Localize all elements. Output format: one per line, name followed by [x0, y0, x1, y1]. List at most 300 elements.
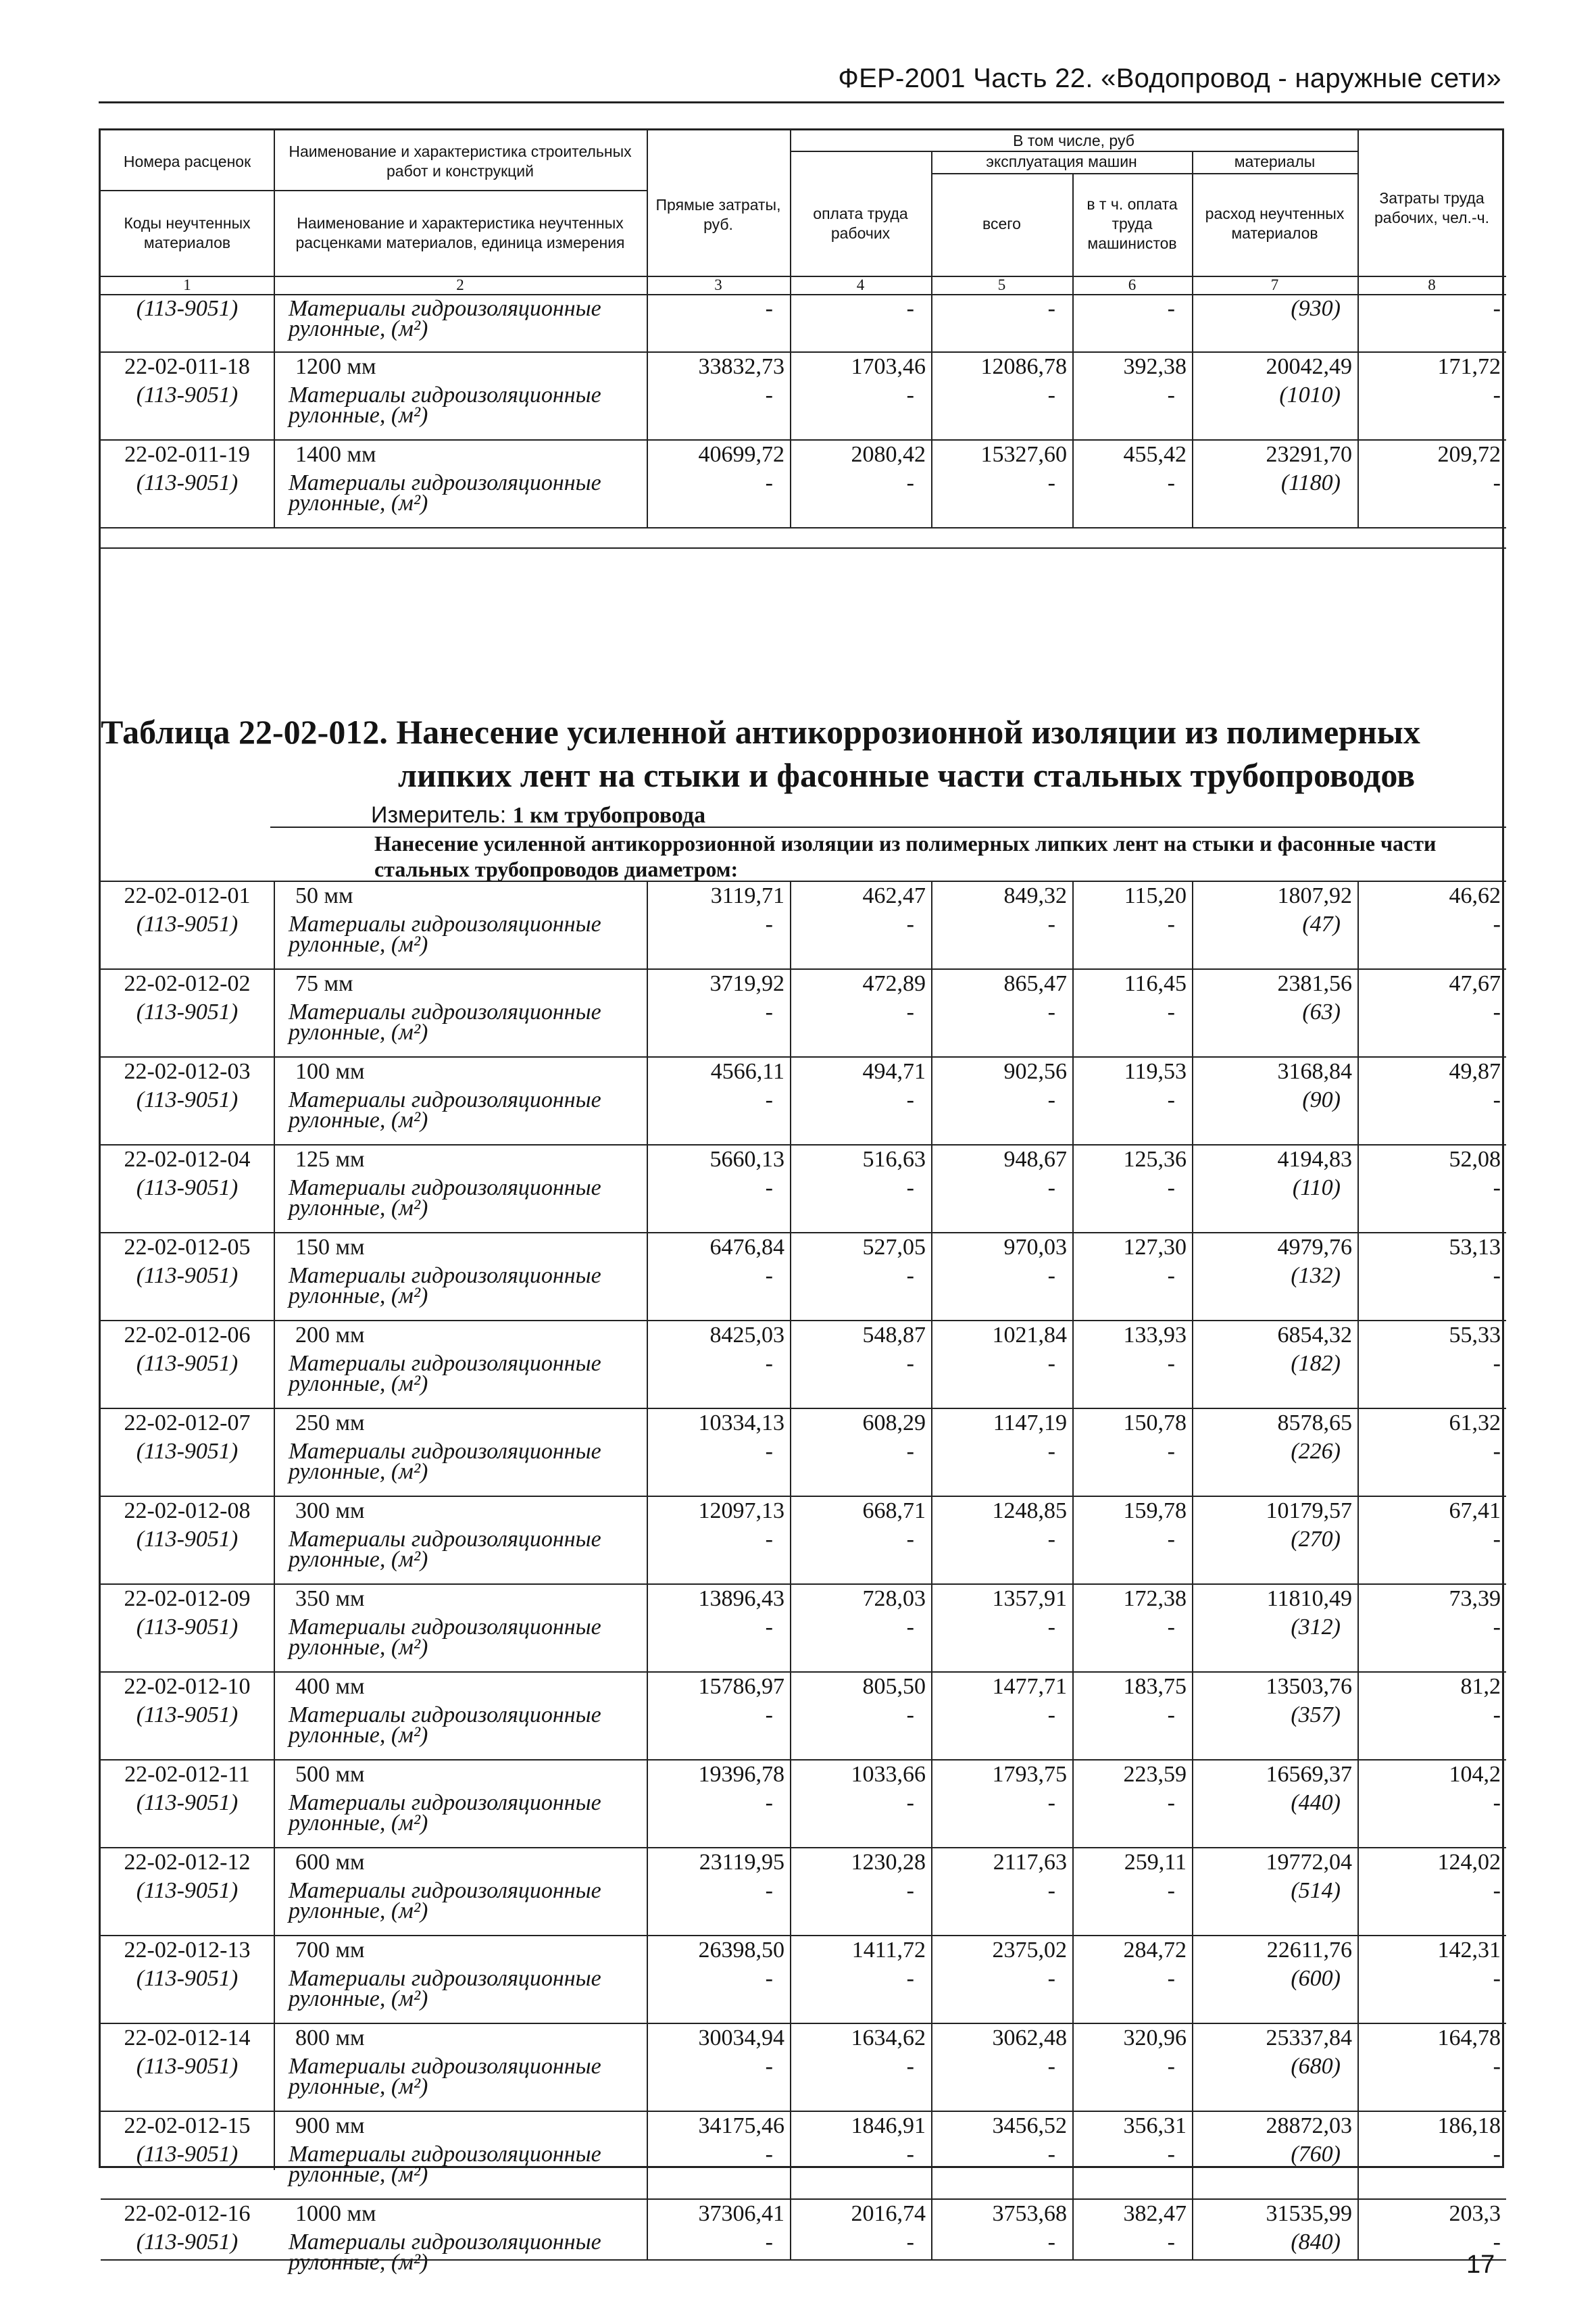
labor-hours: 203,3: [1449, 2201, 1501, 2226]
column-rule: [274, 881, 275, 2170]
dash: -: [1167, 1527, 1175, 1552]
labor-pay: 2080,42: [851, 442, 926, 467]
dash: -: [1047, 1351, 1055, 1376]
material-name: Материалы гидроизоляционные: [289, 1351, 601, 1376]
material-name: Материалы гидроизоляционные: [289, 1175, 601, 1200]
labor-hours: 164,78: [1437, 2025, 1501, 2050]
operator-pay: 223,59: [1123, 1762, 1187, 1787]
operator-pay: 172,38: [1123, 1586, 1187, 1611]
material-cost: 3168,84: [1277, 1059, 1352, 1084]
material-name: Материалы гидроизоляционные: [289, 1527, 601, 1552]
dash: -: [765, 1087, 773, 1112]
column-rule: [790, 881, 791, 2259]
direct-cost: 3119,71: [710, 883, 784, 908]
dash: -: [1047, 296, 1055, 321]
material-cost: 4194,83: [1277, 1147, 1352, 1172]
direct-cost: 26398,50: [698, 1938, 784, 1963]
dash: -: [906, 1087, 914, 1112]
col-number-6: 6: [1128, 276, 1137, 293]
rate-code: 22-02-012-11: [124, 1762, 250, 1787]
col-number-1: 1: [183, 276, 191, 293]
work-name: 200 мм: [295, 1323, 365, 1348]
dash: -: [1047, 1439, 1055, 1464]
rate-code: 22-02-012-09: [124, 1586, 251, 1611]
material-unit: рулонные, (м²): [289, 1108, 428, 1133]
dash: -: [906, 2142, 914, 2167]
direct-cost: 23119,95: [699, 1850, 784, 1875]
dash: -: [1167, 2230, 1175, 2255]
dash: -: [906, 1702, 914, 1727]
material-unit-line: [289, 1546, 667, 1574]
labor-hours: 73,39: [1449, 1586, 1501, 1611]
dash: -: [1047, 1615, 1055, 1640]
material-cost: 13503,76: [1266, 1674, 1352, 1699]
material-qty: (132): [1291, 1263, 1341, 1288]
dash: -: [765, 1439, 773, 1464]
direct-cost: 8425,03: [709, 1323, 784, 1348]
material-qty: (110): [1292, 1175, 1341, 1200]
operator-pay: 159,78: [1123, 1498, 1187, 1523]
labor-pay: 462,47: [862, 883, 926, 908]
labor-pay: 1846,91: [851, 2113, 926, 2138]
labor-pay: 494,71: [862, 1059, 926, 1084]
material-unit-line: [289, 1194, 667, 1223]
col-header-machines-total: всего: [982, 214, 1021, 232]
material-unit-line: [289, 1721, 667, 1750]
col-header-rate-number: Номера расценок: [123, 152, 251, 170]
operator-pay: 150,78: [1123, 1410, 1187, 1435]
col-header-machines: эксплуатация машин: [986, 153, 1137, 170]
dash: -: [906, 1351, 914, 1376]
column-rule: [931, 881, 932, 2259]
labor-hours: 47,67: [1449, 971, 1501, 996]
material-name: Материалы гидроизоляционные: [289, 1966, 601, 1991]
col-header-material-code: Коды неучтенных материалов: [124, 214, 251, 251]
material-unit: рулонные, (м²): [289, 2162, 428, 2187]
machines-total: 948,67: [1003, 1147, 1067, 1172]
rate-code: 22-02-011-19: [124, 442, 250, 467]
dash: -: [1167, 1790, 1175, 1815]
material-qty: (90): [1302, 1087, 1341, 1112]
material-code: (113-9051): [136, 1087, 239, 1112]
rate-code: 22-02-012-12: [124, 1850, 251, 1875]
material-cost: 31535,99: [1266, 2201, 1352, 2226]
material-unit: рулонные, (м²): [289, 1459, 428, 1484]
machines-total: 2117,63: [993, 1850, 1067, 1875]
dash: -: [1167, 912, 1175, 937]
machines-total: 1477,71: [992, 1674, 1067, 1699]
material-name: Материалы гидроизоляционные: [289, 912, 601, 937]
material-qty: (312): [1291, 1615, 1341, 1640]
work-name: 500 мм: [295, 1762, 365, 1787]
labor-hours: 142,31: [1437, 1938, 1501, 1963]
material-code: (113-9051): [136, 1439, 239, 1464]
material-unit: рулонные, (м²): [289, 1811, 428, 1836]
measure: [371, 802, 705, 829]
material-cost: 1807,92: [1277, 883, 1352, 908]
material-qty: (357): [1291, 1702, 1341, 1727]
work-name: 100 мм: [295, 1059, 365, 1084]
dash: -: [1493, 1000, 1501, 1025]
material-name: Материалы гидроизоляционные: [289, 1263, 601, 1288]
dash: -: [765, 1790, 773, 1815]
direct-cost: 34175,46: [698, 2113, 784, 2138]
dash: -: [1167, 1439, 1175, 1464]
material-unit-line: [289, 2248, 667, 2277]
material-unit: рулонные, (м²): [289, 1547, 428, 1572]
operator-pay: 392,38: [1123, 354, 1187, 379]
operator-pay: 133,93: [1123, 1323, 1187, 1348]
material-cost: 16569,37: [1266, 1762, 1352, 1787]
machines-total: 1021,84: [992, 1323, 1067, 1348]
labor-hours: 55,33: [1449, 1323, 1501, 1348]
labor-pay: 608,29: [862, 1410, 926, 1435]
direct-cost: 15786,97: [698, 1674, 784, 1699]
operator-pay: 356,31: [1123, 2113, 1187, 2138]
material-unit: рулонные, (м²): [289, 1635, 428, 1660]
direct-cost: 40699,72: [698, 442, 784, 467]
rate-code: 22-02-012-05: [124, 1235, 251, 1260]
material-unit: рулонные, (м²): [289, 1986, 428, 2011]
material-qty: (930): [1291, 296, 1341, 321]
dash: -: [906, 1527, 914, 1552]
material-unit: рулонные, (м²): [289, 491, 428, 516]
material-code: (113-9051): [136, 1966, 239, 1991]
machines-total: 3456,52: [992, 2113, 1067, 2138]
material-unit-line: [289, 1458, 667, 1486]
dash: -: [1493, 296, 1501, 321]
dash: -: [1167, 1175, 1175, 1200]
dash: -: [1047, 2054, 1055, 2079]
dash: -: [765, 1175, 773, 1200]
labor-hours: 124,02: [1437, 1850, 1501, 1875]
operator-pay: 320,96: [1123, 2025, 1187, 2050]
material-unit-line: [289, 2073, 667, 2101]
operator-pay: 382,47: [1123, 2201, 1187, 2226]
dash: -: [1493, 1087, 1501, 1112]
dash: -: [765, 2230, 773, 2255]
dash: -: [1047, 470, 1055, 495]
rate-code: 22-02-012-03: [124, 1059, 251, 1084]
labor-hours: 67,41: [1449, 1498, 1501, 1523]
machines-total: 1248,85: [992, 1498, 1067, 1523]
material-unit-line: [289, 315, 667, 343]
dash: -: [1167, 1000, 1175, 1025]
dash: -: [906, 1439, 914, 1464]
material-unit-line: [289, 931, 667, 959]
material-qty: (270): [1291, 1527, 1341, 1552]
material-name: Материалы гидроизоляционные: [289, 1000, 601, 1025]
dash: -: [1493, 1878, 1501, 1903]
material-code: (113-9051): [136, 470, 239, 495]
dash: -: [906, 1000, 914, 1025]
dash: -: [1493, 1263, 1501, 1288]
dash: -: [906, 912, 914, 937]
material-unit-line: [289, 1809, 667, 1838]
column-rule: [647, 881, 648, 2259]
work-name: 50 мм: [295, 883, 353, 908]
direct-cost: 4566,11: [710, 1059, 784, 1084]
dash: -: [1167, 383, 1175, 408]
operator-pay: 116,45: [1124, 971, 1187, 996]
material-unit-line: [289, 2161, 667, 2189]
material-name: Материалы гидроизоляционные: [289, 1439, 601, 1464]
material-unit-line: [289, 1633, 667, 1662]
material-cost: 8578,65: [1277, 1410, 1352, 1435]
col-header-direct-cost: Прямые затраты, руб.: [655, 196, 781, 233]
dash: -: [1493, 470, 1501, 495]
material-qty: (1180): [1280, 470, 1341, 495]
row-rule: [101, 2259, 1506, 2261]
labor-pay: 1411,72: [851, 1938, 926, 1963]
material-name: Материалы гидроизоляционные: [289, 1702, 601, 1727]
operator-pay: 455,42: [1123, 442, 1187, 467]
material-code: (113-9051): [136, 912, 239, 937]
dash: -: [765, 1527, 773, 1552]
material-unit-line: [289, 1106, 667, 1135]
operator-pay: 259,11: [1124, 1850, 1187, 1875]
column-rule: [790, 294, 791, 527]
dash: -: [1493, 2054, 1501, 2079]
operator-pay: 127,30: [1123, 1235, 1187, 1260]
labor-hours: 49,87: [1449, 1059, 1501, 1084]
labor-hours: 171,72: [1437, 354, 1501, 379]
work-name: 900 мм: [295, 2113, 365, 2138]
labor-pay: 728,03: [862, 1586, 926, 1611]
dash: -: [906, 383, 914, 408]
dash: -: [906, 1966, 914, 1991]
material-unit-line: [289, 1018, 667, 1047]
column-rule: [1072, 294, 1074, 527]
dash: -: [906, 1175, 914, 1200]
material-unit: рулонные, (м²): [289, 1723, 428, 1748]
material-unit-line: [289, 1985, 667, 2013]
material-unit: рулонные, (м²): [289, 403, 428, 428]
material-qty: (680): [1291, 2054, 1341, 2079]
labor-pay: 1634,62: [851, 2025, 926, 2050]
row-rule: [101, 190, 647, 191]
material-code: (113-9051): [136, 1175, 239, 1200]
material-qty: (63): [1302, 1000, 1341, 1025]
dash: -: [765, 1263, 773, 1288]
dash: -: [1047, 1790, 1055, 1815]
dash: -: [1167, 1615, 1175, 1640]
dash: -: [1493, 1615, 1501, 1640]
dash: -: [906, 2230, 914, 2255]
dash: -: [1167, 1702, 1175, 1727]
labor-pay: 1703,46: [851, 354, 926, 379]
dash: -: [765, 470, 773, 495]
operator-pay: 183,75: [1123, 1674, 1187, 1699]
labor-pay: 2016,74: [851, 2201, 926, 2226]
material-qty: (47): [1302, 912, 1341, 937]
table-title: [101, 710, 1506, 797]
col-header-labor-pay: оплата труда рабочих: [813, 205, 908, 242]
material-unit-line: [289, 1370, 667, 1398]
column-rule: [1072, 881, 1074, 2259]
direct-cost: 12097,13: [698, 1498, 784, 1523]
labor-pay: 1033,66: [851, 1762, 926, 1787]
material-code: (113-9051): [136, 296, 239, 321]
labor-hours: 81,2: [1460, 1674, 1501, 1699]
machines-total: 12086,78: [980, 354, 1067, 379]
dash: -: [765, 1702, 773, 1727]
column-rule: [647, 294, 648, 527]
rate-code: 22-02-012-13: [124, 1938, 251, 1963]
col-number-2: 2: [456, 276, 464, 293]
material-name: Материалы гидроизоляционные: [289, 2054, 601, 2079]
material-code: (113-9051): [136, 1263, 239, 1288]
rate-code: 22-02-012-01: [124, 883, 251, 908]
dash: -: [765, 1615, 773, 1640]
dash: -: [1167, 1351, 1175, 1376]
labor-pay: 1230,28: [851, 1850, 926, 1875]
header-rule: [99, 101, 1504, 103]
material-code: (113-9051): [136, 1790, 239, 1815]
material-code: (113-9051): [136, 383, 239, 408]
material-name: Материалы гидроизоляционные: [289, 383, 601, 408]
dash: -: [1047, 1000, 1055, 1025]
labor-hours: 52,08: [1449, 1147, 1501, 1172]
material-cost: 4979,76: [1277, 1235, 1352, 1260]
material-code: (113-9051): [136, 2142, 239, 2167]
machines-total: 15327,60: [980, 442, 1067, 467]
dash: -: [1493, 1527, 1501, 1552]
labor-pay: 805,50: [862, 1674, 926, 1699]
material-qty: (514): [1291, 1878, 1341, 1903]
rate-code: 22-02-012-02: [124, 971, 251, 996]
labor-hours: 104,2: [1449, 1762, 1501, 1787]
col-header-material-name: Наименование и характеристика неучтенных расценками материалов, единица измерения: [295, 214, 625, 251]
material-name: Материалы гидроизоляционные: [289, 2230, 601, 2255]
machines-total: 3062,48: [992, 2025, 1067, 2050]
material-cost: 2381,56: [1277, 971, 1352, 996]
dash: -: [765, 383, 773, 408]
material-cost: 11810,49: [1266, 1586, 1352, 1611]
labor-pay: 516,63: [862, 1147, 926, 1172]
dash: -: [1167, 1263, 1175, 1288]
column-rule: [1192, 294, 1193, 527]
direct-cost: 6476,84: [709, 1235, 784, 1260]
dash: -: [765, 912, 773, 937]
col-header-labor-hours: Затраты труда рабочих, чел.-ч.: [1374, 189, 1489, 226]
dash: -: [1493, 2230, 1501, 2255]
dash: -: [1167, 1966, 1175, 1991]
material-cost: 6854,32: [1277, 1323, 1352, 1348]
rate-code: 22-02-012-14: [124, 2025, 251, 2050]
dash: -: [1167, 296, 1175, 321]
col-number-3: 3: [714, 276, 722, 293]
dash: -: [765, 1966, 773, 1991]
dash: -: [1167, 1878, 1175, 1903]
table-title-line-1: Таблица 22-02-012. Нанесение усиленной антикоррозионной изоляции из полимерных: [101, 713, 1420, 751]
dash: -: [1047, 1263, 1055, 1288]
rate-code: 22-02-011-18: [124, 354, 250, 379]
work-name: 250 мм: [295, 1410, 365, 1435]
direct-cost: 3719,92: [709, 971, 784, 996]
direct-cost: 10334,13: [698, 1410, 784, 1435]
material-unit: рулонные, (м²): [289, 316, 428, 341]
material-qty: (840): [1291, 2230, 1341, 2255]
rate-code: 22-02-012-15: [124, 2113, 251, 2138]
dash: -: [1047, 1527, 1055, 1552]
col-header-operator-pay: в т ч. оплата труда машинистов: [1087, 195, 1178, 252]
dash: -: [1047, 2142, 1055, 2167]
labor-hours: 53,13: [1449, 1235, 1501, 1260]
work-name: 700 мм: [295, 1938, 365, 1963]
material-code: (113-9051): [136, 1878, 239, 1903]
dash: -: [1493, 1175, 1501, 1200]
dash: -: [1047, 1175, 1055, 1200]
work-name: 125 мм: [295, 1147, 365, 1172]
material-unit: рулонные, (м²): [289, 2250, 428, 2275]
dash: -: [906, 1878, 914, 1903]
col-header-materials: материалы: [1234, 153, 1316, 170]
dash: -: [1493, 1351, 1501, 1376]
material-qty: (440): [1291, 1790, 1341, 1815]
dash: -: [1167, 470, 1175, 495]
direct-cost: 5660,13: [709, 1147, 784, 1172]
col-number-7: 7: [1270, 276, 1279, 293]
operator-pay: 119,53: [1124, 1059, 1187, 1084]
material-code: (113-9051): [136, 1527, 239, 1552]
work-name: 1400 мм: [295, 442, 376, 467]
material-name: Материалы гидроизоляционные: [289, 1878, 601, 1903]
labor-hours: 209,72: [1437, 442, 1501, 467]
labor-pay: 548,87: [862, 1323, 926, 1348]
material-qty: (182): [1291, 1351, 1341, 1376]
col-header-work-name: Наименование и характеристика строительных работ и конструкций: [289, 143, 632, 180]
labor-pay: 668,71: [862, 1498, 926, 1523]
machines-total: 2375,02: [992, 1938, 1067, 1963]
work-name: 350 мм: [295, 1586, 365, 1611]
dash: -: [1493, 2142, 1501, 2167]
material-name: Материалы гидроизоляционные: [289, 1087, 601, 1112]
work-name: 300 мм: [295, 1498, 365, 1523]
material-cost: 19772,04: [1266, 1850, 1352, 1875]
work-name: 800 мм: [295, 2025, 365, 2050]
dash: -: [906, 470, 914, 495]
column-rule: [1357, 881, 1359, 2259]
material-name: Материалы гидроизоляционные: [289, 1790, 601, 1815]
material-unit: рулонные, (м²): [289, 1283, 428, 1308]
col-header-group: В том числе, руб: [1013, 131, 1134, 149]
material-code: (113-9051): [136, 1702, 239, 1727]
material-cost: 23291,70: [1266, 442, 1352, 467]
material-unit: рулонные, (м²): [289, 1020, 428, 1045]
material-unit-line: [289, 401, 667, 430]
material-cost: 25337,84: [1266, 2025, 1352, 2050]
column-rule: [1357, 294, 1359, 527]
material-unit: рулонные, (м²): [289, 1371, 428, 1396]
table-frame: [99, 128, 1504, 2275]
running-header: ФЕР-2001 Часть 22. «Водопровод - наружные сети»: [838, 64, 1501, 93]
material-unit-line: [289, 1282, 667, 1310]
rate-code: 22-02-012-07: [124, 1410, 251, 1435]
material-qty: (600): [1291, 1966, 1341, 1991]
column-rule: [931, 294, 932, 527]
material-unit: рулонные, (м²): [289, 932, 428, 957]
dash: -: [1493, 912, 1501, 937]
material-cost: 28872,03: [1266, 2113, 1352, 2138]
work-name: 150 мм: [295, 1235, 365, 1260]
machines-total: 3753,68: [992, 2201, 1067, 2226]
operator-pay: 284,72: [1123, 1938, 1187, 1963]
operator-pay: 125,36: [1123, 1147, 1187, 1172]
dash: -: [765, 2142, 773, 2167]
dash: -: [906, 1263, 914, 1288]
material-cost: 22611,76: [1266, 1938, 1352, 1963]
